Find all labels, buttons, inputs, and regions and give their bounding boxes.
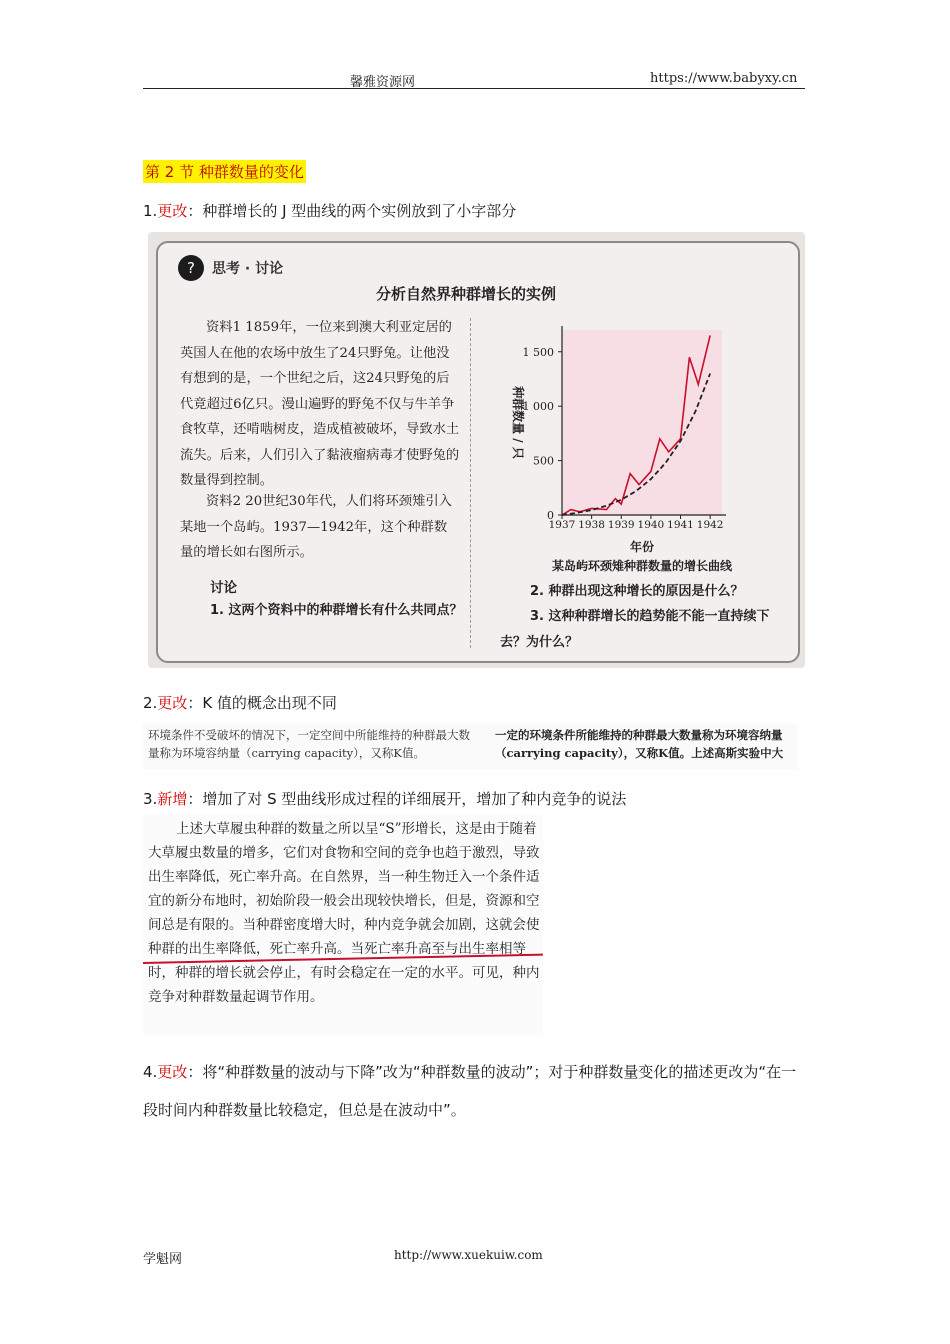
question-3: 3. 这种种群增长的趋势能不能一直持续下去？为什么？ <box>500 609 770 650</box>
k-value-old-text: 环境条件不受破坏的情况下，一定空间中所能维持的种群最大数量称为环境容纳量（carrying capacity），又称K值。 <box>148 728 470 760</box>
x-tick-label: 1937 <box>548 519 576 531</box>
item-tag: 新增 <box>157 790 188 808</box>
k-value-new-text: 一定的环境条件所能维持的种群最大数量称为环境容纳量（carrying capacity），又称K值。上述高斯实验中大 <box>495 728 784 760</box>
item-text: ：将“种群数量的波动与下降”改为“种群数量的波动”；对于种群数量变化的描述更改为“在一段时间内种群数量比较稳定，但总是在波动中”。 <box>143 1063 797 1119</box>
chart-title: 某岛屿环颈雉种群数量的增长曲线 <box>551 559 733 573</box>
item-4 <box>143 1053 808 1129</box>
discussion-label: 讨论 <box>210 580 237 596</box>
item-text: ：种群增长的 J 型曲线的两个实例放到了小字部分 <box>187 202 517 220</box>
y-tick-label: 1 500 <box>522 345 554 359</box>
population-chart <box>490 320 790 580</box>
item-text: ：K 值的概念出现不同 <box>187 694 337 712</box>
item-tag: 更改 <box>157 694 188 712</box>
x-tick-label: 1941 <box>667 519 694 531</box>
item-tag: 更改 <box>157 1063 188 1081</box>
item-3 <box>143 788 626 809</box>
x-axis-label: 年份 <box>629 540 655 554</box>
column-divider <box>470 318 471 648</box>
y-tick-label: 500 <box>533 454 554 468</box>
item-number: 2. <box>143 694 158 712</box>
x-tick-label: 1940 <box>637 519 665 531</box>
material-1: 资料1 1859年，一位来到澳大利亚定居的英国人在他的农场中放生了24只野兔。让他没有想到的是，一个世纪之后，这24只野兔的后代竟超过6亿只。漫山遍野的野兔不仅与牛羊争食牧草，还啃啮树皮，造成植被破坏，导致水土流失。后来，人们引入了黏液瘤病毒才使野兔的数量得到控制。 <box>180 320 460 488</box>
question-2: 2. 种群出现这种增长的原因是什么？ <box>530 584 744 599</box>
item-text: ：增加了对 S 型曲线形成过程的详细展开，增加了种内竞争的说法 <box>187 790 627 808</box>
header-divider <box>143 88 805 89</box>
think-icon: ? <box>178 255 204 281</box>
material-2: 资料2 20世纪30年代，人们将环颈雉引入某地一个岛屿。1937—1942年，这个种群数量的增长如右图所示。 <box>180 494 452 560</box>
y-axis-label: 种群数量 / 只 <box>511 386 525 459</box>
site-title: 馨雅资源网 <box>350 75 416 90</box>
y-tick-label: 1 000 <box>522 400 554 414</box>
site-url[interactable]: https://www.babyxy.cn <box>650 71 798 86</box>
x-tick-label: 1939 <box>607 519 635 531</box>
section-title: 第 2 节 种群数量的变化 <box>143 160 306 183</box>
item-number: 4. <box>143 1063 158 1081</box>
footer-site-name: 学魁网 <box>143 1252 183 1267</box>
item-2 <box>143 692 337 713</box>
box-title: 分析自然界种群增长的实例 <box>376 285 557 303</box>
item-number: 1. <box>143 202 158 220</box>
item-1 <box>143 200 516 221</box>
item-tag: 更改 <box>157 202 188 220</box>
footer-url[interactable]: http://www.xuekuiw.com <box>394 1248 543 1262</box>
x-tick-label: 1942 <box>696 519 724 531</box>
think-discuss-label: 思考 · 讨论 <box>212 261 284 277</box>
question-1: 1. 这两个资料中的种群增长有什么共同点？ <box>210 603 463 618</box>
y-tick-label: 0 <box>547 509 554 522</box>
s-curve-paragraph: 上述大草履虫种群的数量之所以呈“S”形增长，这是由于随着大草履虫数量的增多，它们对食物和空间的竞争也趋于激烈，导致出生率降低，死亡率升高。在自然界，当一种生物迁入一个条件适宜的新分布地时，初始阶段一般会出现较快增长，但是，资源和空间总是有限的。当种群密度增大时，种内竞争就会加剧，这就会使种群的出生率降低，死亡率升高。当死亡率升高至与出生率相等时，种群的增长就会停止，有时会稳定在一定的水平。可见，种内竞争对种群数量起调节作用。 <box>148 821 540 1005</box>
plot-area <box>562 330 722 515</box>
x-tick-label: 1938 <box>578 519 605 531</box>
item-number: 3. <box>143 790 158 808</box>
